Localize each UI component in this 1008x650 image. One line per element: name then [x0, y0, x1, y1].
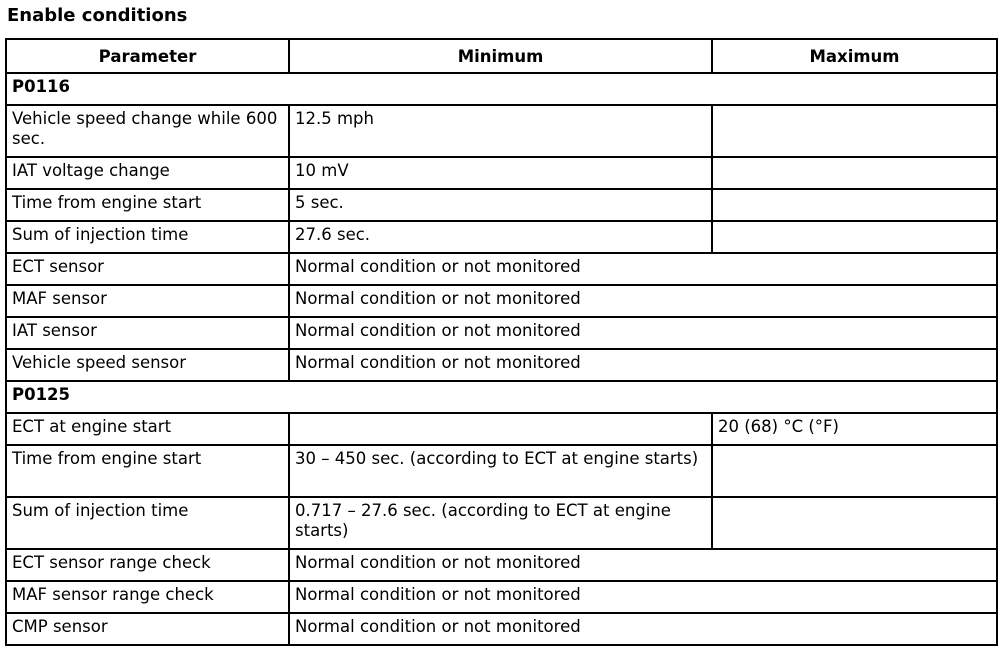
minimum-cell: 0.717 – 27.6 sec. (according to ECT at engine starts) [289, 497, 712, 549]
parameter-cell: Sum of injection time [6, 221, 289, 253]
section-row-p0116 [6, 73, 997, 105]
header-minimum: Minimum [289, 39, 712, 73]
table-row [6, 497, 997, 549]
minimum-cell: 5 sec. [289, 189, 712, 221]
maximum-cell [712, 105, 997, 157]
table-row [6, 317, 997, 349]
minimum-cell: 12.5 mph [289, 105, 712, 157]
condition-cell: Normal condition or not monitored [289, 581, 997, 613]
minimum-cell: 30 – 450 sec. (according to ECT at engine starts) [289, 445, 712, 497]
maximum-cell [712, 157, 997, 189]
table-row [6, 581, 997, 613]
condition-cell: Normal condition or not monitored [289, 613, 997, 645]
parameter-cell: IAT sensor [6, 317, 289, 349]
parameter-cell: Time from engine start [6, 189, 289, 221]
page-title: Enable conditions [7, 5, 188, 26]
table-row [6, 413, 997, 445]
maximum-cell [712, 221, 997, 253]
section-row-p0125 [6, 381, 997, 413]
table-row [6, 221, 997, 253]
maximum-cell [712, 189, 997, 221]
parameter-cell: IAT voltage change [6, 157, 289, 189]
maximum-cell: 20 (68) °C (°F) [712, 413, 997, 445]
condition-cell: Normal condition or not monitored [289, 317, 997, 349]
parameter-cell: Vehicle speed sensor [6, 349, 289, 381]
parameter-cell: ECT at engine start [6, 413, 289, 445]
table-row [6, 157, 997, 189]
table-row [6, 445, 997, 497]
section-code: P0125 [6, 381, 997, 413]
parameter-cell: ECT sensor range check [6, 549, 289, 581]
parameter-cell: Sum of injection time [6, 497, 289, 549]
table-row [6, 613, 997, 645]
parameter-cell: ECT sensor [6, 253, 289, 285]
condition-cell: Normal condition or not monitored [289, 253, 997, 285]
table-row [6, 349, 997, 381]
table-row [6, 105, 997, 157]
minimum-cell: 10 mV [289, 157, 712, 189]
maximum-cell [712, 497, 997, 549]
minimum-cell: 27.6 sec. [289, 221, 712, 253]
header-parameter: Parameter [6, 39, 289, 73]
condition-cell: Normal condition or not monitored [289, 549, 997, 581]
table-row [6, 253, 997, 285]
header-row [6, 39, 997, 73]
table-row [6, 549, 997, 581]
condition-cell: Normal condition or not monitored [289, 285, 997, 317]
section-code: P0116 [6, 73, 997, 105]
parameter-cell: CMP sensor [6, 613, 289, 645]
parameter-cell: Time from engine start [6, 445, 289, 497]
parameter-cell: MAF sensor [6, 285, 289, 317]
enable-conditions-table [5, 38, 998, 646]
table-row [6, 189, 997, 221]
condition-cell: Normal condition or not monitored [289, 349, 997, 381]
header-maximum: Maximum [712, 39, 997, 73]
parameter-cell: Vehicle speed change while 600 sec. [6, 105, 289, 157]
parameter-cell: MAF sensor range check [6, 581, 289, 613]
minimum-cell [289, 413, 712, 445]
maximum-cell [712, 445, 997, 497]
table-row [6, 285, 997, 317]
